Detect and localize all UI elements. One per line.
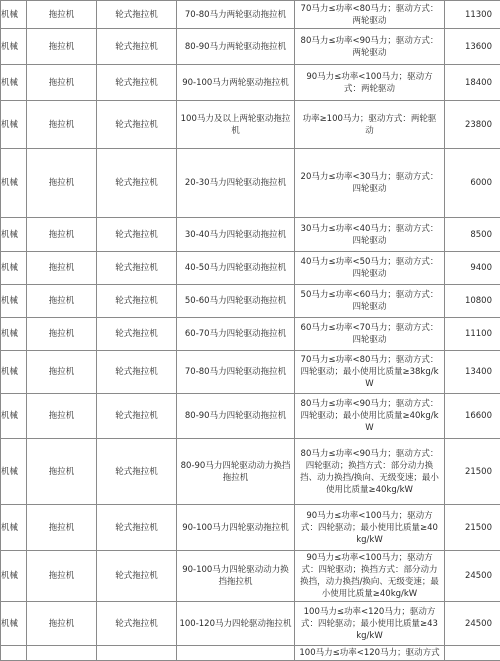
subtype-cell: 轮式拖拉机 — [97, 351, 177, 394]
type-cell: 拖拉机 — [27, 65, 97, 101]
category-cell: 机械 — [1, 285, 27, 318]
type-cell: 拖拉机 — [27, 602, 97, 646]
type-cell: 拖拉机 — [27, 285, 97, 318]
table-row — [1, 505, 500, 551]
subtype-cell: 轮式拖拉机 — [97, 65, 177, 101]
subtype-cell: 轮式拖拉机 — [97, 505, 177, 551]
subtype-cell: 轮式拖拉机 — [97, 439, 177, 505]
amount-cell: 16600 — [445, 394, 500, 439]
type-cell: 拖拉机 — [27, 218, 97, 252]
spec-cell: 80马力≤功率<90马力；驱动方式：四轮驱动；换挡方式：部分动力换挡、动力换挡/换向、无级变速；最小使用比质量≥40kg/kW — [295, 439, 445, 505]
amount-cell: 9400 — [445, 252, 500, 285]
subtype-cell: 轮式拖拉机 — [97, 1, 177, 29]
item-cell: 80-90马力两轮驱动拖拉机 — [177, 29, 295, 65]
table-row — [1, 285, 500, 318]
subtype-cell: 轮式拖拉机 — [97, 252, 177, 285]
amount-cell: 24500 — [445, 602, 500, 646]
spec-cell: 80马力≤功率<90马力；驱动方式：两轮驱动 — [295, 29, 445, 65]
table-row — [1, 318, 500, 351]
amount-cell: 13400 — [445, 351, 500, 394]
subtype-cell — [97, 646, 177, 661]
amount-cell: 11100 — [445, 318, 500, 351]
amount-cell: 23800 — [445, 101, 500, 149]
spec-cell: 20马力≤功率<30马力；驱动方式：四轮驱动 — [295, 149, 445, 218]
item-cell: 80-90马力四轮驱动动力换挡拖拉机 — [177, 439, 295, 505]
item-cell: 90-100马力四轮驱动拖拉机 — [177, 505, 295, 551]
amount-cell: 10800 — [445, 285, 500, 318]
item-cell: 20-30马力四轮驱动拖拉机 — [177, 149, 295, 218]
category-cell: 机械 — [1, 602, 27, 646]
type-cell: 拖拉机 — [27, 394, 97, 439]
spec-cell: 90马力≤功率<100马力；驱动方式：两轮驱动 — [295, 65, 445, 101]
amount-cell: 13600 — [445, 29, 500, 65]
table-row — [1, 646, 500, 661]
subtype-cell: 轮式拖拉机 — [97, 602, 177, 646]
subtype-cell: 轮式拖拉机 — [97, 218, 177, 252]
spec-cell: 40马力≤功率<50马力；驱动方式：四轮驱动 — [295, 252, 445, 285]
table-row — [1, 218, 500, 252]
type-cell: 拖拉机 — [27, 101, 97, 149]
item-cell: 100马力及以上两轮驱动拖拉机 — [177, 101, 295, 149]
category-cell: 机械 — [1, 101, 27, 149]
subtype-cell: 轮式拖拉机 — [97, 101, 177, 149]
spec-cell: 70马力≤功率<80马力；驱动方式：两轮驱动 — [295, 1, 445, 29]
subtype-cell: 轮式拖拉机 — [97, 394, 177, 439]
item-cell — [177, 646, 295, 661]
category-cell: 机械 — [1, 218, 27, 252]
type-cell: 拖拉机 — [27, 351, 97, 394]
table-row — [1, 101, 500, 149]
item-cell: 50-60马力四轮驱动拖拉机 — [177, 285, 295, 318]
spec-cell: 50马力≤功率<60马力；驱动方式：四轮驱动 — [295, 285, 445, 318]
category-cell: 机械 — [1, 318, 27, 351]
item-cell: 30-40马力四轮驱动拖拉机 — [177, 218, 295, 252]
category-cell — [1, 646, 27, 661]
category-cell: 机械 — [1, 1, 27, 29]
item-cell: 90-100马力两轮驱动拖拉机 — [177, 65, 295, 101]
subtype-cell: 轮式拖拉机 — [97, 29, 177, 65]
table-row — [1, 29, 500, 65]
amount-cell — [445, 646, 500, 661]
amount-cell: 6000 — [445, 149, 500, 218]
type-cell: 拖拉机 — [27, 318, 97, 351]
spec-cell: 90马力≤功率<100马力；驱动方式：四轮驱动；换挡方式：部分动力换挡，动力换挡/换向、无级变速；最小使用比质量≥40kg/kW — [295, 551, 445, 602]
category-cell: 机械 — [1, 65, 27, 101]
table-row — [1, 439, 500, 505]
type-cell: 拖拉机 — [27, 551, 97, 602]
type-cell: 拖拉机 — [27, 252, 97, 285]
subtype-cell: 轮式拖拉机 — [97, 551, 177, 602]
category-cell: 机械 — [1, 394, 27, 439]
spec-cell: 70马力≤功率<80马力；驱动方式：四轮驱动；最小使用比质量≥38kg/kW — [295, 351, 445, 394]
type-cell: 拖拉机 — [27, 149, 97, 218]
type-cell: 拖拉机 — [27, 439, 97, 505]
amount-cell: 21500 — [445, 505, 500, 551]
category-cell: 机械 — [1, 505, 27, 551]
item-cell: 100-120马力四轮驱动拖拉机 — [177, 602, 295, 646]
item-cell: 70-80马力四轮驱动拖拉机 — [177, 351, 295, 394]
table-body — [1, 1, 500, 661]
table-row — [1, 602, 500, 646]
table-row — [1, 65, 500, 101]
spec-cell: 90马力≤功率<100马力；驱动方式：四轮驱动；最小使用比质量≥40kg/kW — [295, 505, 445, 551]
category-cell: 机械 — [1, 29, 27, 65]
spec-cell: 功率≥100马力；驱动方式：两轮驱动 — [295, 101, 445, 149]
type-cell — [27, 646, 97, 661]
category-cell: 机械 — [1, 351, 27, 394]
subtype-cell: 轮式拖拉机 — [97, 285, 177, 318]
amount-cell: 8500 — [445, 218, 500, 252]
amount-cell: 18400 — [445, 65, 500, 101]
subtype-cell: 轮式拖拉机 — [97, 318, 177, 351]
table-row — [1, 252, 500, 285]
type-cell: 拖拉机 — [27, 29, 97, 65]
item-cell: 40-50马力四轮驱动拖拉机 — [177, 252, 295, 285]
table-row — [1, 551, 500, 602]
spec-cell: 30马力≤功率<40马力；驱动方式：四轮驱动 — [295, 218, 445, 252]
amount-cell: 11300 — [445, 1, 500, 29]
category-cell: 机械 — [1, 149, 27, 218]
category-cell: 机械 — [1, 439, 27, 505]
table-row — [1, 1, 500, 29]
type-cell: 拖拉机 — [27, 1, 97, 29]
table-row — [1, 394, 500, 439]
spec-cell: 60马力≤功率<70马力；驱动方式：四轮驱动 — [295, 318, 445, 351]
table-row — [1, 149, 500, 218]
category-cell: 机械 — [1, 252, 27, 285]
item-cell: 90-100马力四轮驱动动力换挡拖拉机 — [177, 551, 295, 602]
item-cell: 80-90马力四轮驱动拖拉机 — [177, 394, 295, 439]
spec-cell: 80马力≤功率<90马力；驱动方式：四轮驱动；最小使用比质量≥40kg/kW — [295, 394, 445, 439]
table-row — [1, 351, 500, 394]
item-cell: 70-80马力两轮驱动拖拉机 — [177, 1, 295, 29]
category-cell: 机械 — [1, 551, 27, 602]
amount-cell: 24500 — [445, 551, 500, 602]
spec-cell: 100马力≤功率<120马力；驱动方式：四轮驱动；最小使用比质量≥43kg/kW — [295, 602, 445, 646]
subtype-cell: 轮式拖拉机 — [97, 149, 177, 218]
spec-cell: 100马力≤功率<120马力；驱动方式 — [295, 646, 445, 661]
amount-cell: 21500 — [445, 439, 500, 505]
item-cell: 60-70马力四轮驱动拖拉机 — [177, 318, 295, 351]
type-cell: 拖拉机 — [27, 505, 97, 551]
